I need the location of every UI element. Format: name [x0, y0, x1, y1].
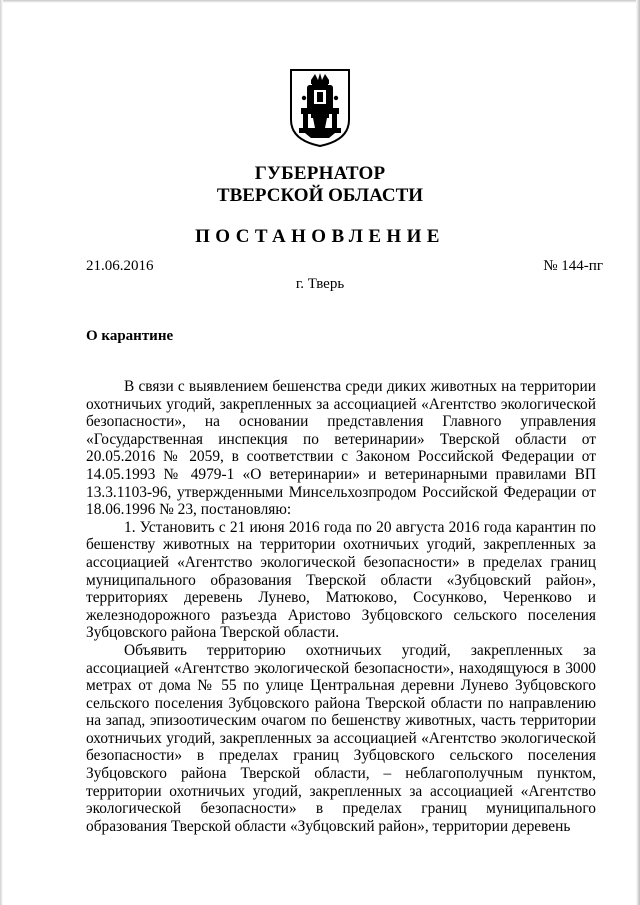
body-paragraph: 1. Установить с 21 июня 2016 года по 20 августа 2016 года карантин по бешенству животных на территории охотничьих угодий, закрепленных за ассоциацией «Агентство экологической безопасности» в пределах границ муниципального образования Тверской области «Зубцовский район», территориях деревень Лунево, Матюково, Сосунково, Черенково и железнодорожного разъезда Аристово Зубцовского сельского поселения Зубцовского района Тверской области. — [86, 518, 596, 642]
body-paragraph: В связи с выявлением бешенства среди диких животных на территории охотничьих угодий, закрепленных за ассоциацией «Агентство экологической безопасности», на основании представления Главного управления «Государственная инспекция по ветеринарии» Тверской области от 20.05.2016 № 2059, в соответствии с Законом Российской Федерации от 14.05.1993 № 4979-1 «О ветеринарии» и ветеринарными правилами ВП 13.3.1103-96, утвержденными Минсельхозпродом Российской Федерации от 18.06.1996 № 23, постановляю: — [86, 378, 596, 519]
document-type-title: ПОСТАНОВЛЕНИЕ — [195, 226, 445, 247]
document-date: 21.06.2016 — [86, 258, 154, 274]
scan-edge-right — [636, 0, 640, 905]
scan-edge-top — [0, 0, 640, 3]
tver-coat-of-arms-icon — [289, 68, 351, 148]
document-number: № 144-пг — [543, 258, 603, 274]
document-city: г. Тверь — [295, 276, 345, 292]
authority-title-line2: ТВЕРСКОЙ ОБЛАСТИ — [216, 185, 424, 206]
authority-title-line1: ГУБЕРНАТОР — [254, 163, 386, 184]
document-subject: О карантине — [86, 328, 174, 344]
body-paragraph: Объявить территорию охотничьих угодий, закрепленных за ассоциацией «Агентство экологической безопасности», находящуюся в 3000 метрах от дома № 55 по улице Центральная деревни Лунево Зубцовского сельского поселения Зубцовского района Тверской области по направлению на запад, эпизоотическим очагом по бешенству животных, часть территории охотничьих угодий, закрепленных за ассоциацией «Агентство экологической безопасности» в пределах границ Зубцовского сельского поселения Зубцовского района Тверской области, – неблагополучным пунктом, территории охотничьих угодий, закрепленных за ассоциацией «Агентство экологической безопасности» в пределах границ муниципального образования Тверской области «Зубцовский район», территории деревень — [86, 641, 596, 835]
document-body — [86, 378, 596, 835]
scan-edge-left — [0, 0, 3, 905]
